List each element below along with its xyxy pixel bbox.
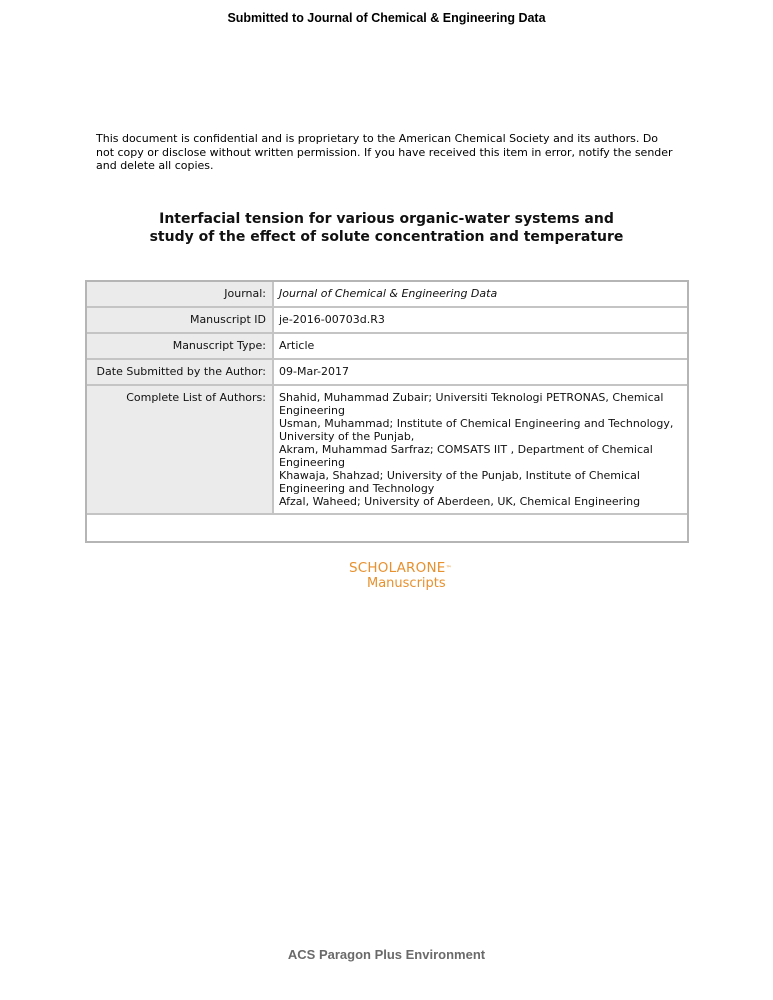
paper-title-line: Interfacial tension for various organic-water systems and [159,211,614,227]
authors-list [274,386,687,515]
manuscript-id-value: je-2016-00703d.R3 [274,308,687,334]
empty-row [87,515,687,541]
paper-title [0,210,773,246]
manuscript-type-label: Manuscript Type: [87,334,274,360]
empty-cell [87,515,687,541]
manuscript-id-label: Manuscript ID [87,308,274,334]
authors-label: Complete List of Authors: [87,386,274,515]
author-entry: Khawaja, Shahzad; University of the Punjab, Institute of Chemical Engineering and Technology [279,469,640,495]
logo-subtitle: Manuscripts [367,576,446,591]
journal-label: Journal: [87,282,274,308]
authors-row [87,386,687,515]
author-entry: Akram, Muhammad Sarfraz; COMSATS IIT , Department of Chemical Engineering [279,443,653,469]
logo-wordmark [349,561,451,576]
scholarone-logo [349,561,451,591]
date-submitted-label: Date Submitted by the Author: [87,360,274,386]
journal-value: Journal of Chemical & Engineering Data [274,282,687,308]
confidentiality-notice: This document is confidential and is proprietary to the American Chemical Society and its authors. Do not copy or disclose without written permission. If you have received this item in error, notify the sender and delete all copies. [96,132,673,172]
paper-title-line: study of the effect of solute concentration and temperature [149,229,624,245]
logo-word-one: ONE [415,560,446,576]
page-footer: ACS Paragon Plus Environment [287,947,486,962]
manuscript-metadata-table [85,280,689,543]
journal-row [87,282,687,308]
author-entry: Usman, Muhammad; Institute of Chemical Engineering and Technology, University of the Punjab, [279,417,674,443]
date-submitted-value: 09-Mar-2017 [274,360,687,386]
logo-word-scholar: SCHOLAR [349,560,416,576]
manuscript-id-row [87,308,687,334]
running-header: Submitted to Journal of Chemical & Engineering Data [227,11,546,25]
manuscript-type-row [87,334,687,360]
author-entry: Shahid, Muhammad Zubair; Universiti Teknologi PETRONAS, Chemical Engineering [279,391,664,417]
manuscript-type-value: Article [274,334,687,360]
trademark-symbol: ™ [445,565,452,572]
date-submitted-row [87,360,687,386]
author-entry: Afzal, Waheed; University of Aberdeen, UK, Chemical Engineering [279,495,641,508]
